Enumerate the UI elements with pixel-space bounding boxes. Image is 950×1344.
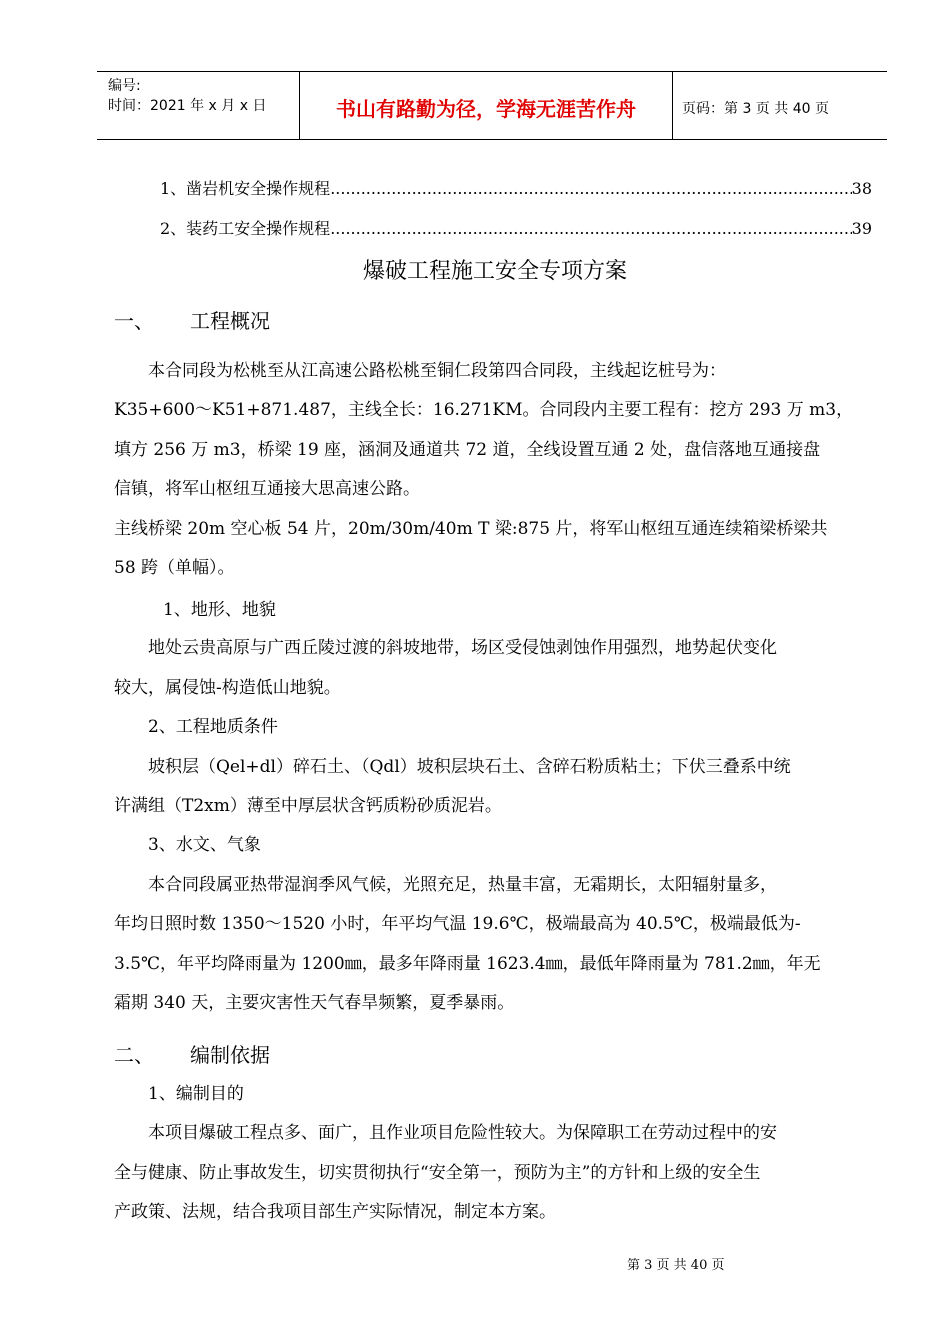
document-title: 爆破工程施工安全专项方案 bbox=[362, 259, 627, 284]
header-top-rule bbox=[97, 71, 887, 72]
paragraph-line: 信镇，将军山枢纽互通接大思高速公路。 bbox=[114, 479, 420, 499]
paragraph-line: 填方 256 万 m3，桥梁 19 座，涵洞及通道共 72 道，全线设置互通 2 处，盘信落地互通接盘 bbox=[114, 440, 821, 460]
header-divider-right bbox=[672, 71, 673, 139]
section-heading bbox=[114, 1039, 270, 1068]
paragraph-line: 许满组（T2xm）薄至中厚层状含钙质粉砂质泥岩。 bbox=[114, 796, 502, 816]
subsection-heading: 1、地形、地貌 bbox=[163, 600, 276, 620]
toc-leader-dots bbox=[330, 179, 851, 198]
toc-entry-page: 39 bbox=[851, 219, 872, 238]
header-page-info: 页码：第 3 页 共 40 页 bbox=[682, 101, 829, 117]
section-number: 二、 bbox=[114, 1043, 154, 1067]
header-number: 编号: bbox=[108, 78, 141, 94]
subsection-heading: 3、水文、气象 bbox=[148, 835, 261, 855]
page-footer: 第 3 页 共 40 页 bbox=[627, 1258, 725, 1273]
paragraph-line: 较大，属侵蚀-构造低山地貌。 bbox=[114, 678, 341, 698]
paragraph-line: 本合同段为松桃至从江高速公路松桃至铜仁段第四合同段，主线起讫桩号为： bbox=[148, 361, 726, 381]
subsection-heading: 1、编制目的 bbox=[148, 1084, 244, 1104]
paragraph-line: K35+600～K51+871.487，主线全长：16.271KM。合同段内主要工程有：挖方 293 万 m3， bbox=[114, 400, 854, 420]
header-motto: 书山有路勤为径，学海无涯苦作舟 bbox=[336, 97, 636, 121]
section-heading bbox=[114, 305, 270, 334]
paragraph-line: 霜期 340 天，主要灾害性天气春旱频繁，夏季暴雨。 bbox=[114, 993, 515, 1013]
paragraph-line: 58 跨（单幅）。 bbox=[114, 558, 235, 578]
paragraph-line: 全与健康、防止事故发生，切实贯彻执行“安全第一，预防为主”的方针和上级的安全生 bbox=[114, 1163, 761, 1183]
toc-entry-page: 38 bbox=[851, 179, 872, 198]
paragraph-line: 本项目爆破工程点多、面广，且作业项目危险性较大。为保障职工在劳动过程中的安 bbox=[148, 1123, 777, 1143]
toc-entry-label: 2、装药工安全操作规程 bbox=[160, 219, 331, 238]
header-time: 时间：2021 年 x 月 x 日 bbox=[108, 98, 267, 114]
paragraph-line: 坡积层（Qel+dl）碎石土、（Qdl）坡积层块石土、含碎石粉质粘土；下伏三叠系中统 bbox=[148, 757, 791, 777]
paragraph-line: 主线桥梁 20m 空心板 54 片，20m/30m/40m T 梁:875 片，将军山枢纽互通连续箱梁桥梁共 bbox=[114, 519, 828, 539]
subsection-heading: 2、工程地质条件 bbox=[148, 717, 278, 737]
paragraph-line: 3.5℃，年平均降雨量为 1200㎜，最多年降雨量 1623.4㎜，最低年降雨量为 781.2㎜，年无 bbox=[114, 954, 821, 974]
toc-entry-label: 1、凿岩机安全操作规程 bbox=[160, 179, 331, 198]
paragraph-line: 年均日照时数 1350～1520 小时，年平均气温 19.6℃，极端最高为 40.5℃，极端最低为- bbox=[114, 914, 801, 934]
paragraph-line: 产政策、法规，结合我项目部生产实际情况，制定本方案。 bbox=[114, 1202, 556, 1222]
paragraph-line: 本合同段属亚热带湿润季风气候，光照充足，热量丰富，无霜期长，太阳辐射量多， bbox=[148, 875, 777, 895]
header-bottom-rule bbox=[97, 139, 887, 140]
section-title: 编制依据 bbox=[190, 1043, 270, 1067]
paragraph-line: 地处云贵高原与广西丘陵过渡的斜坡地带，场区受侵蚀剥蚀作用强烈，地势起伏变化 bbox=[148, 638, 777, 658]
section-number: 一、 bbox=[114, 309, 154, 333]
toc-entry[interactable] bbox=[160, 176, 872, 199]
header-meta bbox=[108, 76, 266, 116]
toc-leader-dots bbox=[330, 219, 851, 238]
section-title: 工程概况 bbox=[190, 309, 270, 333]
toc-entry[interactable] bbox=[160, 216, 872, 239]
